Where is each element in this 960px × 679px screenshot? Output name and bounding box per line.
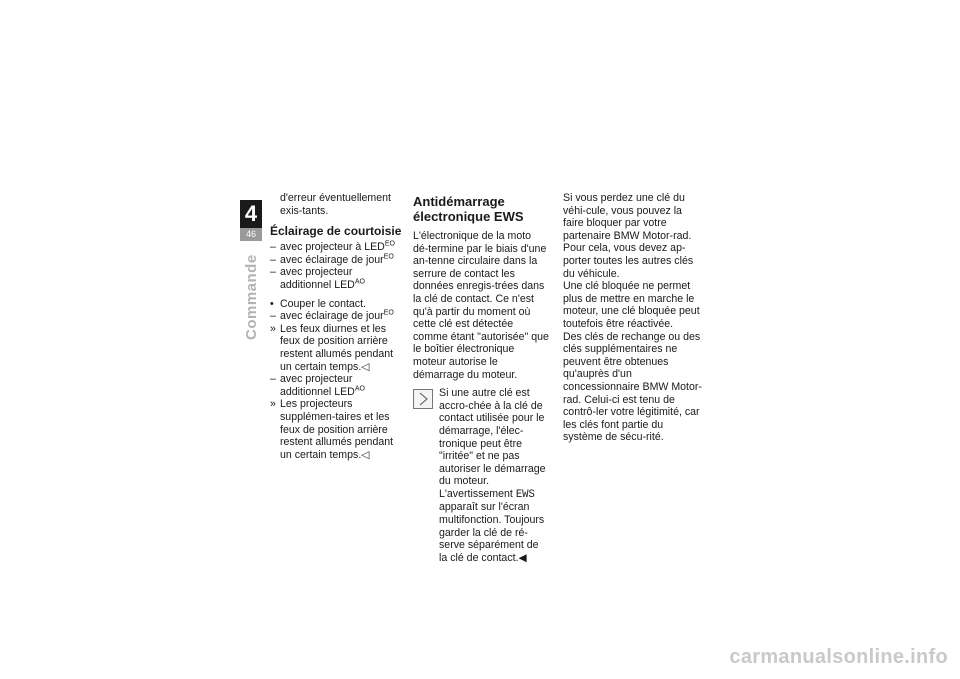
list-item: – avec projecteur additionnel $LED^{AO}$ bbox=[270, 373, 365, 398]
column-3 bbox=[563, 192, 703, 444]
end-triangle-icon: ◁ bbox=[361, 360, 370, 373]
spare-key-paragraph: Des clés de rechange ou des clés supplémentaires ne peuvent être obtenues qu'auprès d'un concessionnaire BMW Motor-rad. Celui-ci est tenu de contrô-ler votre légitimité, car les clés font partie du système de sécu-rité. bbox=[563, 330, 702, 444]
note-triangle-icon bbox=[413, 389, 433, 409]
dash-marker: – bbox=[270, 310, 276, 323]
section-title-courtesy-light: Éclairage de courtoisie bbox=[270, 224, 402, 239]
list-item: – avec éclairage de jour$^{EO}$ bbox=[270, 253, 394, 266]
step-item: • Couper le contact. bbox=[270, 297, 366, 310]
blocked-key-paragraph: Une clé bloquée ne permet plus de mettre en marche le moteur, une clé bloquée peut toutefois être réactivée. bbox=[563, 280, 700, 330]
chapter-side-label: Commande bbox=[243, 254, 260, 340]
dash-marker: – bbox=[270, 373, 276, 386]
result-arrow-icon: » bbox=[270, 398, 276, 411]
column-2 bbox=[413, 192, 549, 564]
watermark-text: carmanualsonline.info bbox=[729, 646, 948, 668]
ews-paragraph: L'électronique de la moto dé-termine par le biais d'une an-tenne circulaire dans la serrure de contact les données enregis-trées dans la clé de contact. Ce n'est qu'à partir du moment où cette clé est détectée comme étant "autorisée" que le boîtier électronique moteur autorise le démarrage du moteur. bbox=[413, 230, 549, 381]
dash-marker: – bbox=[270, 241, 276, 254]
page-number: 46 bbox=[240, 228, 262, 241]
note-block: Si une autre clé est accro-chée à la clé de contact utilisée pour le démarrage, l'élec-tronique peut être "irritée" et ne pas autoriser le démarrage du moteur. L'avertissement EWS apparaît sur l'écran multifonction. Toujours garder la clé de ré-serve séparément de la clé de contact.◀ bbox=[413, 387, 549, 564]
lost-key-paragraph: Si vous perdez une clé du véhi-cule, vous pouvez la faire bloquer par votre partenaire BMW Motor-rad. Pour cela, vous devez ap-porter toutes les autres clés du véhicule. bbox=[563, 192, 694, 280]
intro-text: d'erreur éventuellement exis-tants. bbox=[280, 192, 391, 217]
result-arrow-icon: » bbox=[270, 322, 276, 335]
end-triangle-icon: ◁ bbox=[361, 448, 370, 461]
ews-code: EWS bbox=[515, 488, 535, 501]
list-item: – avec éclairage de jour$^{EO}$ bbox=[270, 309, 394, 323]
end-filled-triangle-icon: ◀ bbox=[518, 551, 527, 564]
result-item: » Les projecteurs supplémen-taires et les feux de position arrière restent allumés pendant un certain temps.◁ bbox=[270, 398, 394, 461]
chapter-number: 4 bbox=[240, 200, 262, 228]
list-item: – avec projecteur à $LED^{EO}$ bbox=[270, 240, 395, 254]
list-item: – avec projecteur additionnel $LED^{AO}$ bbox=[270, 266, 365, 291]
result-item: » Les feux diurnes et les feux de position arrière restent allumés pendant un certain temps.◁ bbox=[270, 322, 394, 373]
column-1 bbox=[270, 192, 406, 461]
dash-marker: – bbox=[270, 253, 276, 266]
bullet-icon: • bbox=[270, 297, 274, 310]
dash-marker: – bbox=[270, 266, 276, 279]
section-title-ews: Antidémarrage électronique EWS bbox=[413, 194, 524, 224]
